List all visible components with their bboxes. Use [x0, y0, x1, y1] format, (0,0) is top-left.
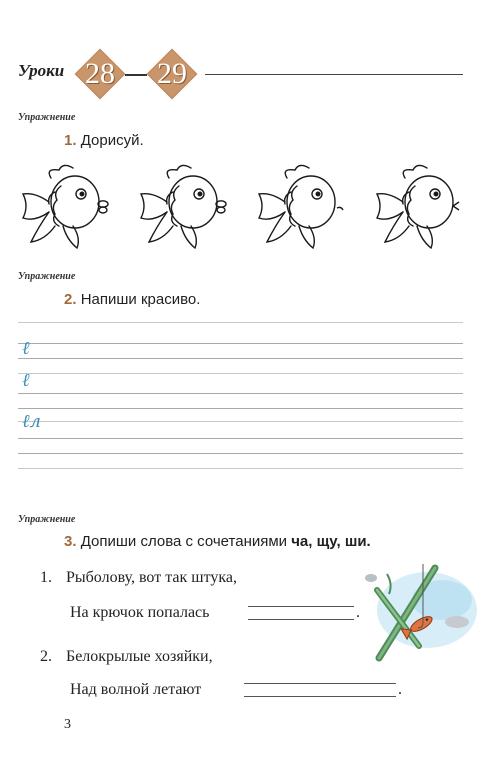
answer-blank-1a[interactable]: [248, 606, 354, 607]
exercise-1-title: [64, 132, 144, 149]
illustration-letter-with-fish: [357, 560, 477, 670]
fish-3: [259, 165, 343, 248]
lesson-number-from: 28: [85, 57, 115, 90]
lesson-badge-29: [147, 49, 197, 99]
combo-cha: ча,: [291, 533, 313, 550]
exercise-1-text: Дорисуй.: [80, 132, 144, 149]
answer-blank-2b[interactable]: [244, 696, 396, 697]
poem-1-line-1: [40, 569, 237, 587]
exercise-2-number: 2.: [64, 291, 77, 308]
poem-2-line-1-text: Белокрылые хозяйки,: [66, 648, 213, 665]
poem-1-number: 1.: [40, 569, 52, 586]
poem-1-line-2: На крючок попалась: [70, 604, 210, 621]
lessons-label: Уроки: [18, 61, 65, 80]
cursive-sample-2: ℓ: [22, 370, 30, 391]
exercise-1-number: 1.: [64, 132, 77, 149]
exercise-3-caption: Упражнение: [18, 514, 76, 525]
lesson-range-dash: [125, 74, 147, 76]
exercise-3-title: [64, 533, 371, 550]
cursive-sample-3: ℓл: [22, 411, 41, 432]
lesson-badge-28: [75, 49, 125, 99]
exercise-2-text: Напиши красиво.: [80, 291, 201, 308]
exercise-2-caption: Упражнение: [18, 271, 76, 282]
fish-4: [377, 165, 459, 248]
answer-blank-2a[interactable]: [244, 683, 396, 684]
fish-drawings: [15, 160, 485, 252]
page-number: 3: [64, 717, 71, 732]
poem-1-period: .: [356, 604, 360, 621]
fish-1: [23, 165, 108, 248]
exercise-1-caption: Упражнение: [18, 112, 76, 123]
answer-blank-1b[interactable]: [248, 619, 354, 620]
poem-2-period: .: [398, 681, 402, 698]
exercise-2-title: [64, 291, 200, 308]
exercise-3-text: Допиши слова с сочетаниями: [80, 533, 288, 550]
poem-2-number: 2.: [40, 648, 52, 665]
cursive-sample-1: ℓ: [22, 338, 30, 359]
header-rule: [205, 74, 463, 75]
combo-shchu: щу,: [316, 533, 341, 550]
poem-1-line-1-text: Рыболову, вот так штука,: [66, 569, 237, 586]
fish-2: [141, 165, 226, 248]
poem-2-line-1: [40, 648, 213, 666]
poem-2-line-2: Над волной летают: [70, 681, 202, 698]
combo-shi: ши.: [344, 533, 371, 550]
exercise-3-number: 3.: [64, 533, 77, 550]
lesson-number-to: 29: [157, 57, 187, 90]
